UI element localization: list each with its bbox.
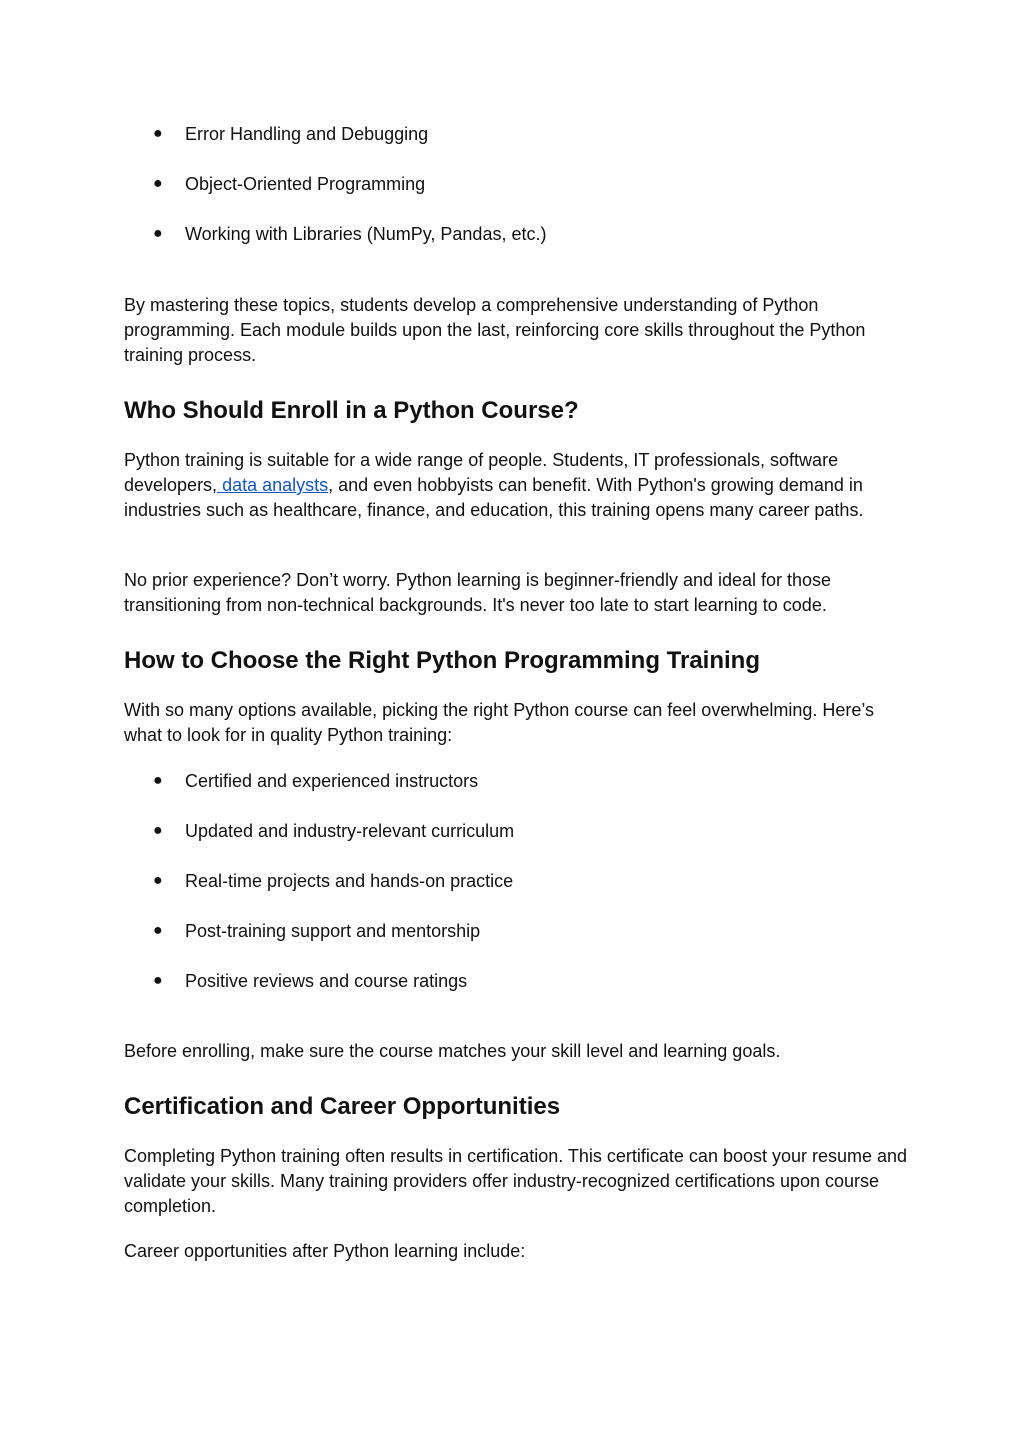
list-item-text: Working with Libraries (NumPy, Pandas, etc.) (185, 224, 547, 244)
list-item (124, 819, 514, 869)
bullet-icon: ● (153, 175, 163, 192)
heading-how-to-choose: How to Choose the Right Python Programming Training (124, 647, 760, 674)
bullet-icon: ● (153, 822, 163, 839)
paragraph-certification: Completing Python training often results in certification. This certificate can boost your resume and validate your skills. Many training providers offer industry-recognized certifications upon course completion. (124, 1146, 908, 1216)
list-item (124, 919, 514, 969)
list-item-text: Positive reviews and course ratings (185, 971, 468, 991)
heading-certification: Certification and Career Opportunities (124, 1093, 561, 1120)
bullet-icon: ● (153, 125, 163, 142)
bullet-icon: ● (153, 872, 163, 889)
paragraph-enroll-part1: Python training is suitable for a wide range of people. Students, IT professionals, software developers, (124, 450, 839, 495)
list-item (124, 969, 514, 1019)
bullet-icon: ● (153, 922, 163, 939)
list-item (124, 769, 514, 819)
paragraph-career: Career opportunities after Python learning include: (124, 1241, 526, 1261)
topics-list (124, 122, 546, 272)
list-item (124, 222, 546, 272)
list-item-text: Real-time projects and hands-on practice (185, 871, 514, 891)
list-item-text: Certified and experienced instructors (185, 771, 479, 791)
heading-who-should-enroll: Who Should Enroll in a Python Course? (124, 397, 579, 424)
criteria-list (124, 769, 514, 1019)
data-analysts-link[interactable]: data analysts (217, 475, 329, 495)
list-item (124, 869, 514, 919)
list-item-text: Updated and industry-relevant curriculum (185, 821, 515, 841)
paragraph-enroll-part2: , and even hobbyists can benefit. With Python's growing demand in industries such as healthcare, finance, and education, this training opens many career paths. (124, 475, 864, 520)
list-item-text: Object-Oriented Programming (185, 174, 426, 194)
bullet-icon: ● (153, 972, 163, 989)
list-item-text: Post-training support and mentorship (185, 921, 481, 941)
paragraph-mastering: By mastering these topics, students develop a comprehensive understanding of Python programming. Each module builds upon the last, reinforcing core skills throughout the Python training process. (124, 295, 866, 365)
bullet-icon: ● (153, 772, 163, 789)
list-item (124, 122, 546, 172)
list-item (124, 172, 546, 222)
paragraph-choose: With so many options available, picking the right Python course can feel overwhelming. Here’s what to look for in quality Python training: (124, 700, 875, 745)
bullet-icon: ● (153, 225, 163, 242)
paragraph-before-enrolling: Before enrolling, make sure the course matches your skill level and learning goals. (124, 1041, 781, 1061)
list-item-text: Error Handling and Debugging (185, 124, 429, 144)
paragraph-experience: No prior experience? Don’t worry. Python learning is beginner-friendly and ideal for those transitioning from non-technical backgrounds. It's never too late to start learning to code. (124, 570, 832, 615)
paragraph-enroll (124, 448, 914, 523)
